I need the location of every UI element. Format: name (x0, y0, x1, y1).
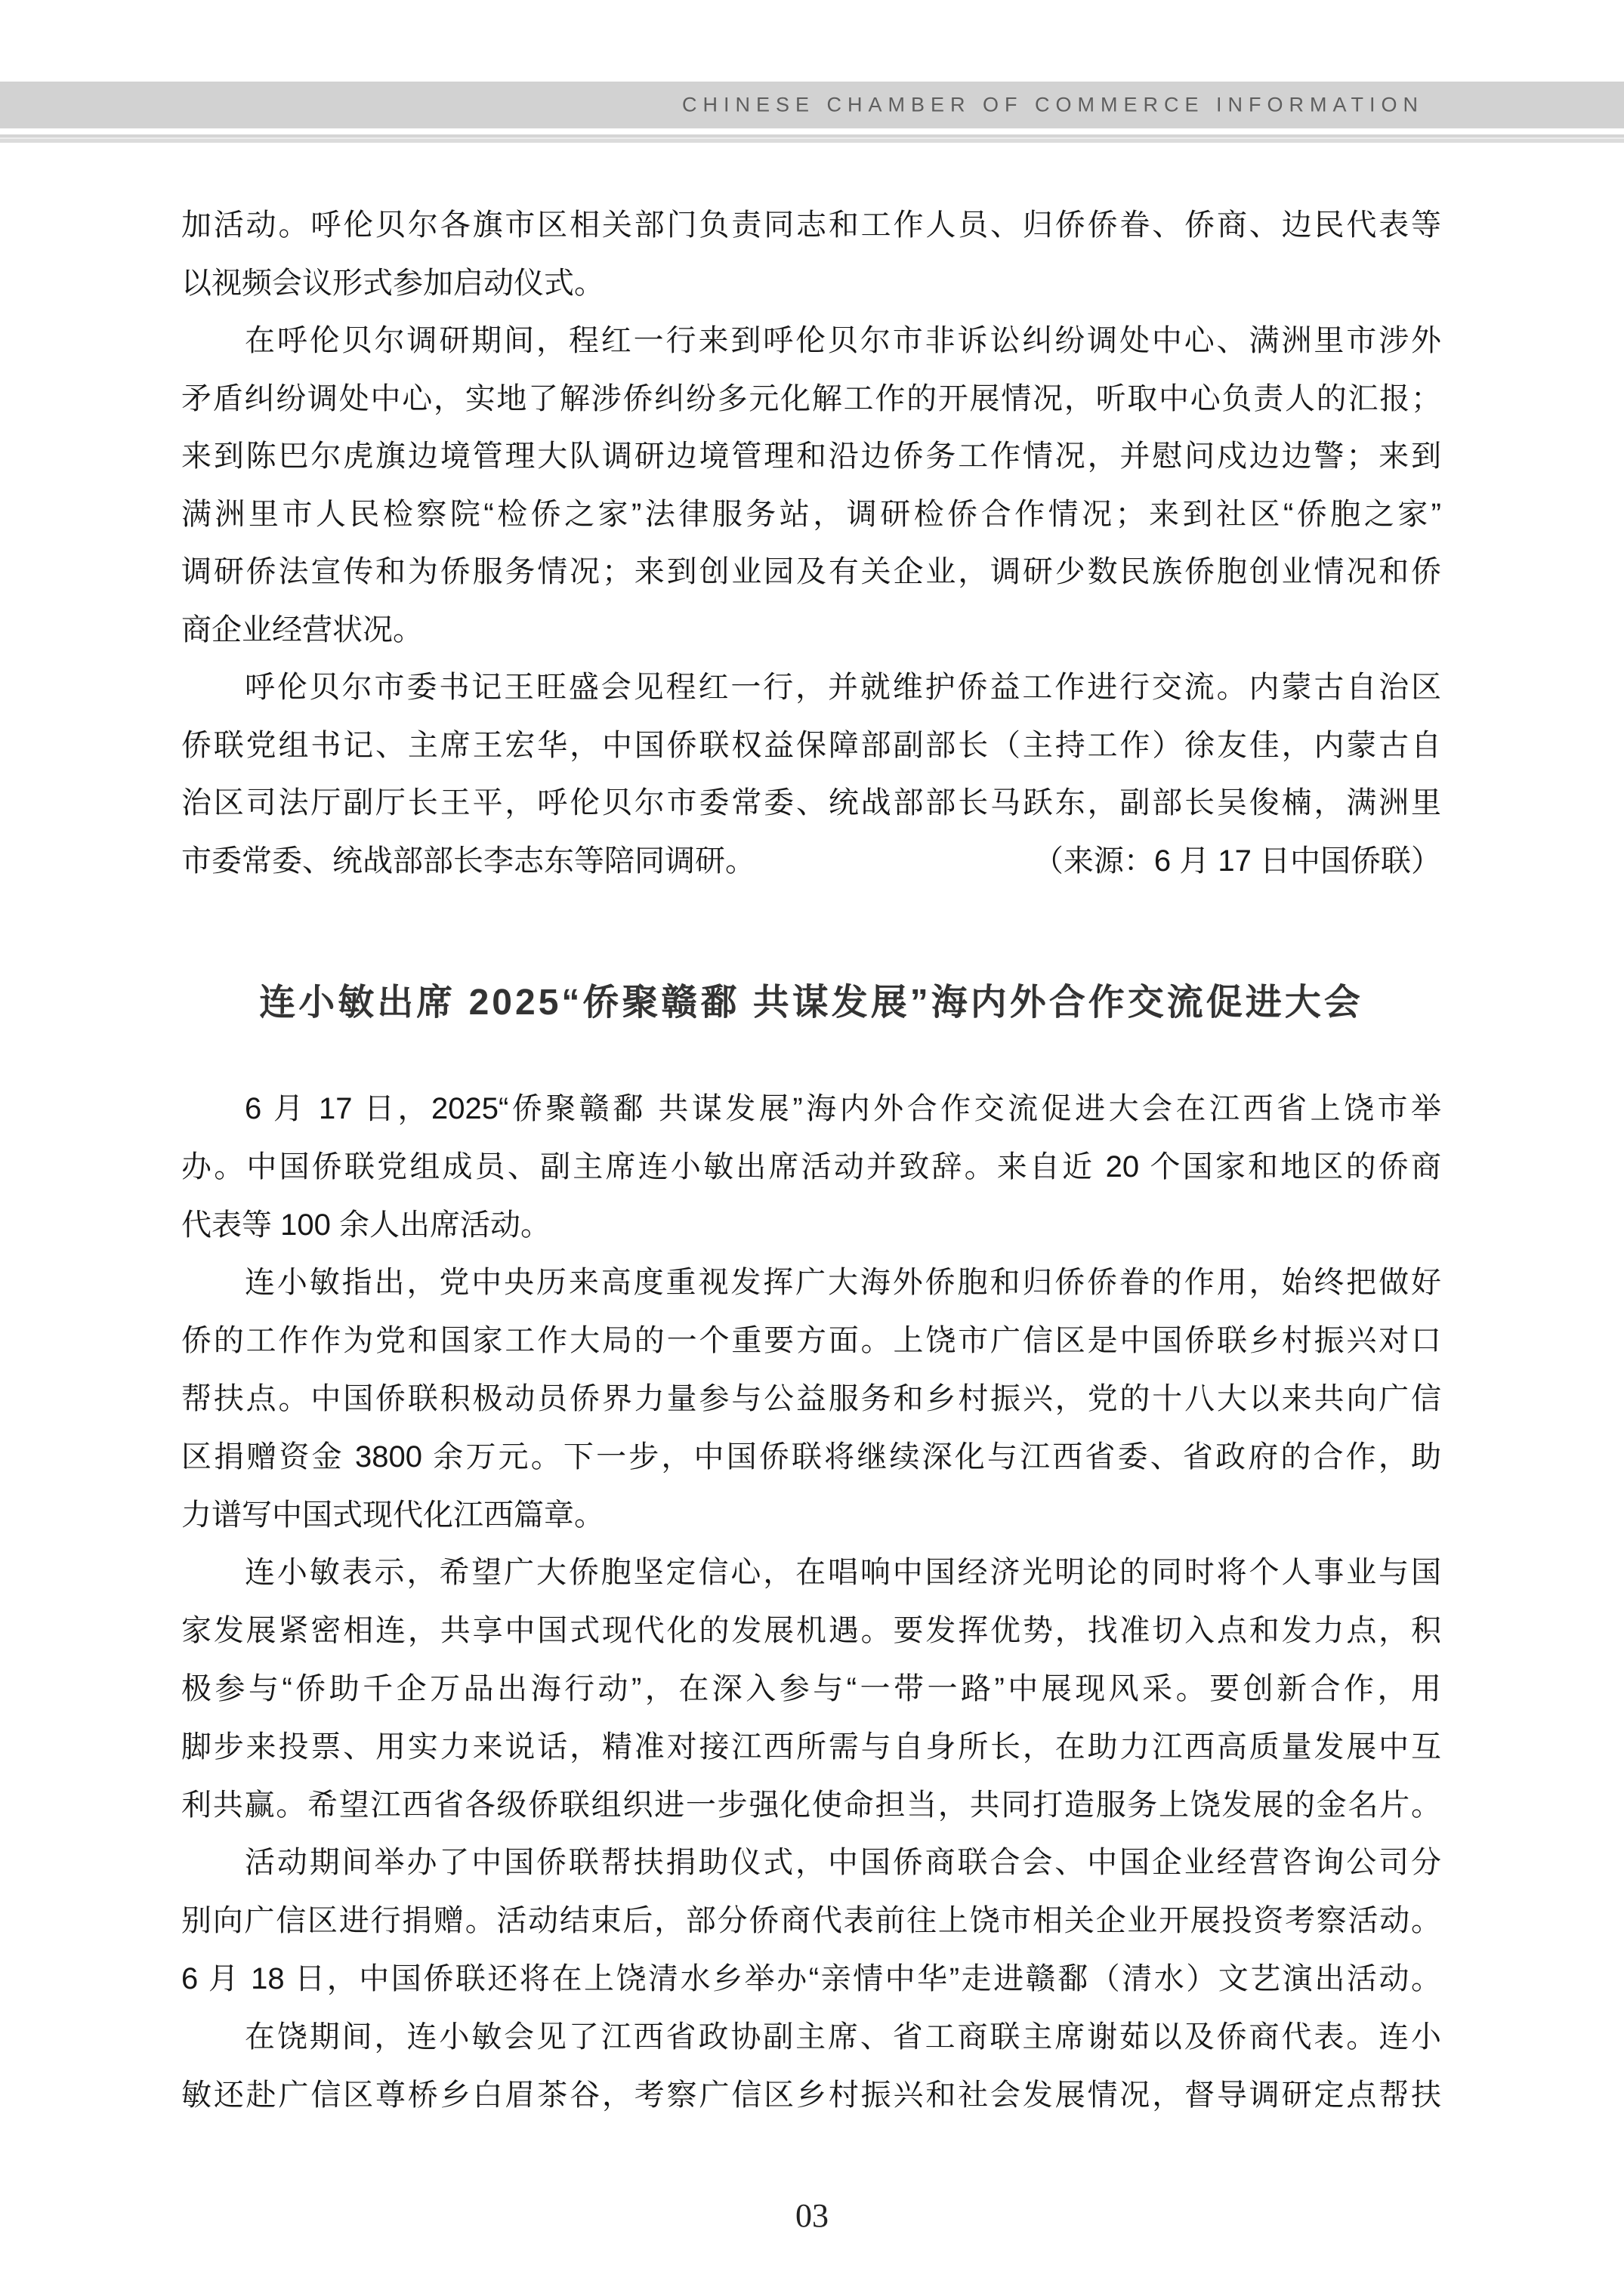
text-line: 帮扶点。中国侨联积极动员侨界力量参与公益服务和乡村振兴，党的十八大以来共向广信 (181, 1381, 1441, 1415)
text-line: 侨联党组书记、主席王宏华，中国侨联权益保障部副部长（主持工作）徐友佳，内蒙古自 (181, 728, 1441, 762)
text-line: 在呼伦贝尔调研期间，程红一行来到呼伦贝尔市非诉讼纠纷调处中心、满洲里市涉外 (245, 324, 1441, 357)
text-line: 来到陈巴尔虎旗边境管理大队调研边境管理和沿边侨务工作情况，并慰问戍边边警；来到 (181, 440, 1441, 473)
source-attribution: （来源：6 月 17 日中国侨联） (1033, 844, 1441, 878)
text-line: 敏还赴广信区尊桥乡白眉茶谷，考察广信区乡村振兴和社会发展情况，督导调研定点帮扶 (181, 2078, 1441, 2112)
header-divider (0, 134, 1624, 143)
text-line: 治区司法厅副厅长王平，呼伦贝尔市委常委、统战部部长马跃东，副部长吴俊楠，满洲里 (181, 786, 1441, 819)
text-line: 调研侨法宣传和为侨服务情况；来到创业园及有关企业，调研少数民族侨胞创业情况和侨 (181, 555, 1441, 588)
text-line: 6 月 17 日，2025“侨聚赣鄱 共谋发展”海内外合作交流促进大会在江西省上饶市举 (245, 1092, 1441, 1125)
text-line: 侨的工作作为党和国家工作大局的一个重要方面。上饶市广信区是中国侨联乡村振兴对口 (181, 1324, 1441, 1358)
text-line: 活动期间举办了中国侨联帮扶捐助仪式，中国侨商联合会、中国企业经营咨询公司分 (245, 1846, 1441, 1880)
text-line: 满洲里市人民检察院“检侨之家”法律服务站，调研检侨合作情况；来到社区“侨胞之家” (181, 497, 1441, 531)
text-line: 脚步来投票、用实力来说话，精准对接江西所需与自身所长，在助力江西高质量发展中互 (181, 1730, 1441, 1764)
text-line: 别向广信区进行捐赠。活动结束后，部分侨商代表前往上饶市相关企业开展投资考察活动。 (181, 1904, 1441, 1938)
article-2-title: 连小敏出席 2025“侨聚赣鄱 共谋发展”海内外合作交流促进大会 (259, 983, 1363, 1023)
text-line: 连小敏指出，党中央历来高度重视发挥广大海外侨胞和归侨侨眷的作用，始终把做好 (245, 1266, 1441, 1300)
header-banner-text: CHINESE CHAMBER OF COMMERCE INFORMATION (681, 93, 1424, 116)
text-line: 以视频会议形式参加启动仪式。 (181, 266, 604, 300)
text-line: 商企业经营状况。 (181, 613, 423, 647)
text-line: 代表等 100 余人出席活动。 (181, 1208, 551, 1242)
text-line: 力谱写中国式现代化江西篇章。 (181, 1498, 604, 1532)
header-banner (0, 82, 1624, 128)
text-line: 加活动。呼伦贝尔各旗市区相关部门负责同志和工作人员、归侨侨眷、侨商、边民代表等 (181, 208, 1441, 242)
text-line: 家发展紧密相连，共享中国式现代化的发展机遇。要发挥优势，找准切入点和发力点，积 (181, 1614, 1441, 1648)
text-line: 利共赢。希望江西省各级侨联组织进一步强化使命担当，共同打造服务上饶发展的金名片。 (181, 1788, 1441, 1822)
text-line (181, 832, 1441, 890)
text-line: 连小敏表示，希望广大侨胞坚定信心，在唱响中国经济光明论的同时将个人事业与国 (245, 1556, 1441, 1590)
text-line: 极参与“侨助千企万品出海行动”，在深入参与“一带一路”中展现风采。要创新合作，用 (181, 1671, 1441, 1705)
paragraph-end-text: 市委常委、统战部部长李志东等陪同调研。 (181, 844, 755, 878)
article-1-body (181, 196, 1441, 890)
text-line: 6 月 18 日，中国侨联还将在上饶清水乡举办“亲情中华”走进赣鄱（清水）文艺演出活动。 (181, 1961, 1441, 1995)
text-line: 在饶期间，连小敏会见了江西省政协副主席、省工商联主席谢茹以及侨商代表。连小 (245, 2020, 1441, 2054)
page-number: 03 (795, 2197, 829, 2234)
article-2-body (181, 1080, 1441, 2124)
text-line: 呼伦贝尔市委书记王旺盛会见程红一行，并就维护侨益工作进行交流。内蒙古自治区 (245, 671, 1441, 704)
text-line: 区捐赠资金 3800 余万元。下一步，中国侨联将继续深化与江西省委、省政府的合作，助 (181, 1440, 1441, 1474)
text-line: 矛盾纠纷调处中心，实地了解涉侨纠纷多元化解工作的开展情况，听取中心负责人的汇报； (181, 381, 1441, 415)
text-line: 办。中国侨联党组成员、副主席连小敏出席活动并致辞。来自近 20 个国家和地区的侨商 (181, 1150, 1441, 1184)
